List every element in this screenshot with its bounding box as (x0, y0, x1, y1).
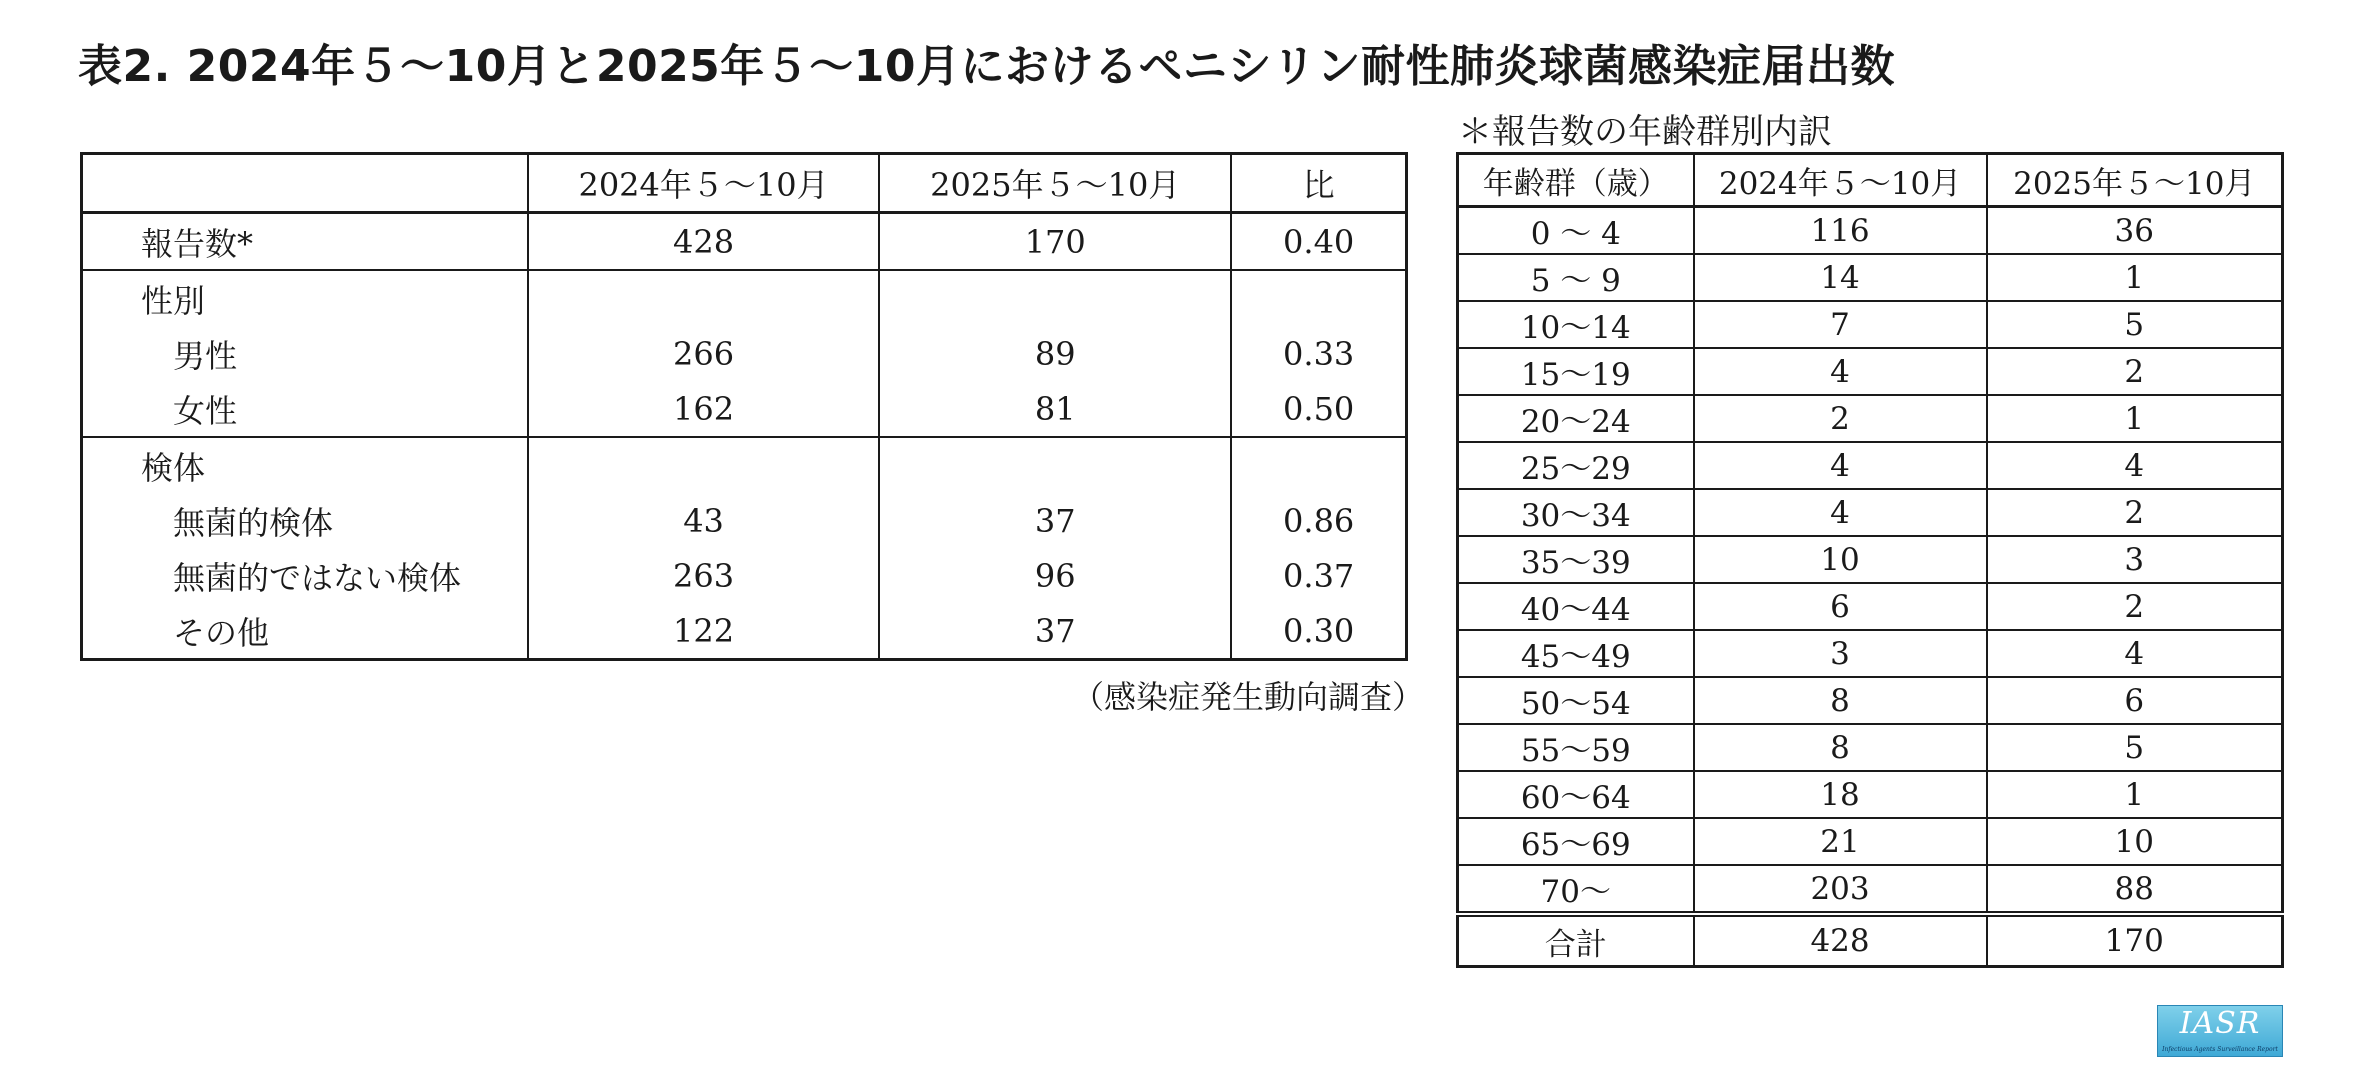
table-row (1458, 442, 2283, 489)
cell-2024: 266 (528, 326, 879, 381)
cell-2024: 263 (528, 548, 879, 603)
age-group-cell: 60～64 (1458, 771, 1694, 818)
cell-ratio (1231, 437, 1406, 493)
table-row (1458, 348, 2283, 395)
row-label: 報告数* (82, 213, 528, 271)
table-row (1458, 395, 2283, 442)
cell-2024: 203 (1694, 865, 1987, 914)
summary-header-2025: 2025年５～10月 (879, 154, 1231, 213)
cell-ratio: 0.50 (1231, 381, 1406, 437)
age-group-cell: 5 ～ 9 (1458, 254, 1694, 301)
cell-2024: 43 (528, 493, 879, 548)
table-row (1458, 301, 2283, 348)
total-2024: 428 (1694, 914, 1987, 967)
cell-2025: 37 (879, 603, 1231, 660)
cell-2025: 5 (1987, 724, 2283, 771)
summary-table-header-row (82, 154, 1407, 213)
cell-2024: 122 (528, 603, 879, 660)
table-row (82, 603, 1407, 660)
cell-2024: 8 (1694, 724, 1987, 771)
cell-ratio: 0.40 (1231, 213, 1406, 271)
row-label: その他 (82, 603, 528, 660)
cell-2024: 10 (1694, 536, 1987, 583)
cell-ratio: 0.37 (1231, 548, 1406, 603)
source-note: （感染症発生動向調査） (1072, 678, 1425, 716)
cell-2024: 4 (1694, 442, 1987, 489)
age-group-cell: 45～49 (1458, 630, 1694, 677)
cell-2025: 2 (1987, 348, 2283, 395)
row-label: 女性 (82, 381, 528, 437)
cell-2025: 3 (1987, 536, 2283, 583)
cell-2025: 4 (1987, 442, 2283, 489)
age-group-cell: 65～69 (1458, 818, 1694, 865)
cell-2025 (879, 270, 1231, 326)
age-group-cell: 0 ～ 4 (1458, 207, 1694, 255)
table-row (1458, 583, 2283, 630)
cell-2025: 81 (879, 381, 1231, 437)
cell-2024: 2 (1694, 395, 1987, 442)
table-row (82, 326, 1407, 381)
cell-2025: 96 (879, 548, 1231, 603)
cell-2025: 37 (879, 493, 1231, 548)
age-header-group: 年齢群（歳） (1458, 154, 1694, 207)
cell-ratio: 0.30 (1231, 603, 1406, 660)
cell-2025: 5 (1987, 301, 2283, 348)
table-row (82, 493, 1407, 548)
row-label: 性別 (82, 270, 528, 326)
cell-2025: 4 (1987, 630, 2283, 677)
row-label: 無菌的検体 (82, 493, 528, 548)
table-row (82, 213, 1407, 271)
total-2025: 170 (1987, 914, 2283, 967)
age-group-cell: 40～44 (1458, 583, 1694, 630)
cell-2024: 428 (528, 213, 879, 271)
cell-2024: 4 (1694, 348, 1987, 395)
cell-2024: 14 (1694, 254, 1987, 301)
logo-wordmark: IASR (2179, 1006, 2261, 1041)
cell-2025: 1 (1987, 254, 2283, 301)
age-group-cell: 20～24 (1458, 395, 1694, 442)
table-row (82, 381, 1407, 437)
summary-table (80, 152, 1408, 661)
iasr-logo (2157, 1005, 2283, 1057)
cell-ratio: 0.86 (1231, 493, 1406, 548)
cell-2024: 116 (1694, 207, 1987, 255)
cell-2025: 88 (1987, 865, 2283, 914)
age-group-cell: 30～34 (1458, 489, 1694, 536)
table-row (1458, 489, 2283, 536)
cell-2025 (879, 437, 1231, 493)
total-row (1458, 914, 2283, 967)
summary-header-2024: 2024年５～10月 (528, 154, 879, 213)
page-title: 表2. 2024年５～10月と2025年５～10月におけるペニシリン耐性肺炎球菌感染症届出数 (78, 41, 1896, 92)
age-breakdown-table (1456, 152, 2284, 968)
age-group-cell: 35～39 (1458, 536, 1694, 583)
table-row (1458, 536, 2283, 583)
cell-ratio: 0.33 (1231, 326, 1406, 381)
cell-2024: 8 (1694, 677, 1987, 724)
table-row (82, 548, 1407, 603)
age-group-cell: 55～59 (1458, 724, 1694, 771)
table-row (1458, 677, 2283, 724)
table-row (1458, 724, 2283, 771)
cell-2025: 1 (1987, 771, 2283, 818)
row-label: 検体 (82, 437, 528, 493)
cell-2024: 162 (528, 381, 879, 437)
cell-2025: 170 (879, 213, 1231, 271)
table-row (1458, 818, 2283, 865)
cell-2024: 6 (1694, 583, 1987, 630)
age-table-header-row (1458, 154, 2283, 207)
cell-2024: 4 (1694, 489, 1987, 536)
cell-2025: 2 (1987, 583, 2283, 630)
row-label: 無菌的ではない検体 (82, 548, 528, 603)
cell-2025: 6 (1987, 677, 2283, 724)
cell-2024 (528, 270, 879, 326)
cell-2024: 21 (1694, 818, 1987, 865)
cell-2024 (528, 437, 879, 493)
table-row (1458, 207, 2283, 255)
cell-2025: 10 (1987, 818, 2283, 865)
table-row (1458, 254, 2283, 301)
age-group-cell: 15～19 (1458, 348, 1694, 395)
table-row (1458, 865, 2283, 914)
table-row (82, 270, 1407, 326)
age-header-2024: 2024年５～10月 (1694, 154, 1987, 207)
age-header-2025: 2025年５～10月 (1987, 154, 2283, 207)
cell-2025: 36 (1987, 207, 2283, 255)
cell-2024: 7 (1694, 301, 1987, 348)
age-group-cell: 50～54 (1458, 677, 1694, 724)
table-row (1458, 771, 2283, 818)
cell-2025: 2 (1987, 489, 2283, 536)
age-group-cell: 10～14 (1458, 301, 1694, 348)
row-label: 男性 (82, 326, 528, 381)
total-label: 合計 (1458, 914, 1694, 967)
cell-2025: 1 (1987, 395, 2283, 442)
cell-ratio (1231, 270, 1406, 326)
cell-2024: 18 (1694, 771, 1987, 818)
age-table-caption: ＊報告数の年齢群別内訳 (1458, 112, 1832, 152)
logo-subtitle: Infectious Agents Surveillance Report (2162, 1046, 2278, 1053)
cell-2024: 3 (1694, 630, 1987, 677)
age-group-cell: 25～29 (1458, 442, 1694, 489)
summary-header-ratio: 比 (1231, 154, 1406, 213)
table-row (1458, 630, 2283, 677)
cell-2025: 89 (879, 326, 1231, 381)
summary-header-blank (82, 154, 528, 213)
table-row (82, 437, 1407, 493)
age-group-cell: 70～ (1458, 865, 1694, 914)
